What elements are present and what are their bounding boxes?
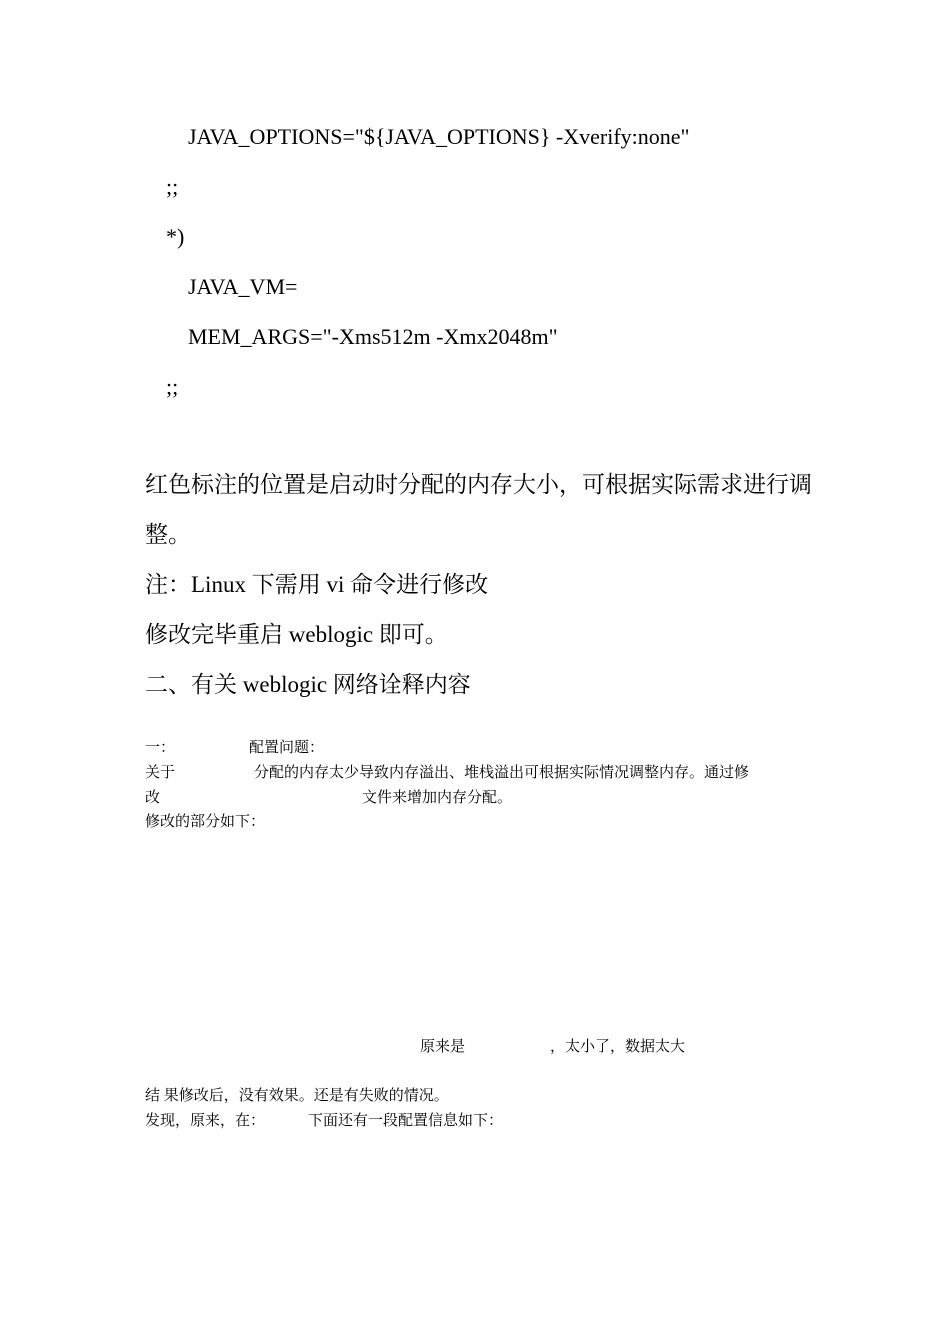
modify-file-line-rest: 文件来增加内存分配。 (362, 790, 513, 806)
code-line-case-end-1: ;; (166, 174, 179, 199)
code-line-mem-args: MEM_ARGS="-Xms512m -Xmx2048m" (188, 324, 558, 349)
original-value-label: 原来是 (420, 1039, 466, 1055)
linux-vi-note: 注：Linux 下需用 vi 命令进行修改 (145, 572, 489, 597)
modified-part-label: 修改的部分如下： (145, 814, 266, 830)
code-line-case-end-2: ;; (166, 374, 179, 399)
section-heading-2: 二、有关 weblogic 网络诠释内容 (145, 672, 471, 697)
item-title-config-problem: 配置问题： (249, 740, 325, 756)
code-line-default-case: *) (166, 224, 185, 249)
memory-issue-line-rest: 分配的内存太少导致内存溢出、堆栈溢出可根据实际情况调整内存。通过修 (254, 765, 750, 781)
found-text-start: 发现，原来，在： (145, 1113, 266, 1129)
code-line-java-options: JAVA_OPTIONS="${JAVA_OPTIONS} -Xverify:none" (188, 124, 690, 149)
code-line-java-vm: JAVA_VM= (188, 274, 298, 299)
memory-issue-line-start: 关于 (145, 765, 176, 781)
found-text-rest: 下面还有一段配置信息如下： (308, 1113, 504, 1129)
paragraph-memory-note-line1: 红色标注的位置是启动时分配的内存大小，可根据实际需求进行调 (145, 472, 812, 497)
paragraph-memory-note-line2: 整。 (145, 522, 191, 547)
item-number-1: 一： (145, 740, 176, 756)
restart-weblogic-text: 修改完毕重启 weblogic 即可。 (145, 622, 448, 647)
modify-file-line-start: 改 (145, 790, 161, 806)
original-value-comment: ，太小了，数据太大 (550, 1039, 686, 1055)
result-text: 结 果修改后，没有效果。还是有失败的情况。 (145, 1088, 449, 1104)
